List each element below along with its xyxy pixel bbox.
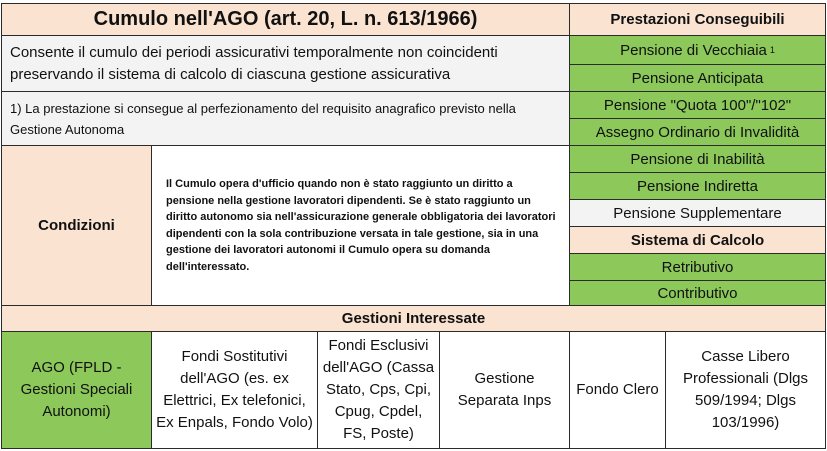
prestazioni-header: Prestazioni Conseguibili <box>569 3 826 36</box>
table-title: Cumulo nell'AGO (art. 20, L. n. 613/1966) <box>1 3 570 36</box>
sistema-item: Retributivo <box>569 253 826 281</box>
prestazione-item: Pensione di Vecchiaia 1 <box>569 35 826 65</box>
prestazione-item: Pensione Indiretta <box>569 172 826 200</box>
prestazione-item: Pensione di Inabilità <box>569 145 826 173</box>
prestazione-item: Assegno Ordinario di Invalidità <box>569 118 826 146</box>
prestazione-item: Pensione Supplementare <box>569 199 826 227</box>
gestione-item: Fondo Clero <box>569 331 666 449</box>
gestione-item: AGO (FPLD - Gestioni Speciali Autonomi) <box>1 331 152 449</box>
sistema-item: Contributivo <box>569 280 826 306</box>
prestazione-item: Pensione "Quota 100"/"102" <box>569 91 826 119</box>
prestazione-item: Pensione Anticipata <box>569 64 826 92</box>
footnote-text: 1) La prestazione si consegue al perfezionamento del requisito anagrafico previsto nella Gestione Autonoma <box>1 91 570 146</box>
gestione-item: Casse Libero Professionali (Dlgs 509/1994; Dlgs 103/1996) <box>665 331 826 449</box>
conditions-label: Condizioni <box>1 145 152 306</box>
description-text: Consente il cumulo dei periodi assicurativi temporalmente non coincidenti preservando il sistema di calcolo di ciascuna gestione assicurativa <box>1 35 570 92</box>
gestione-item: Fondi Esclusivi dell'AGO (Cassa Stato, Cps, Cpi, Cpug, Cpdel, FS, Poste) <box>317 331 440 449</box>
prestazione-label: Pensione di Vecchiaia <box>620 41 767 59</box>
conditions-text: Il Cumulo opera d'ufficio quando non è stato raggiunto un diritto a pensione nella gestione lavoratori dipendenti. Se è stato raggiunto un diritto autonomo sia nell'assicurazione generale obbligatoria dei lavoratori dipendenti con la sola contribuzione versata in tale gestione, sia in una gestione dei lavoratori autonomi il Cumulo opera su domanda dell'interessato. <box>151 145 570 306</box>
sistema-header: Sistema di Calcolo <box>569 226 826 254</box>
gestione-item: Gestione Separata Inps <box>439 331 570 449</box>
gestioni-header: Gestioni Interessate <box>1 305 826 332</box>
gestione-item: Fondi Sostitutivi dell'AGO (es. ex Elettrici, Ex telefonici, Ex Enpals, Fondo Volo) <box>151 331 318 449</box>
